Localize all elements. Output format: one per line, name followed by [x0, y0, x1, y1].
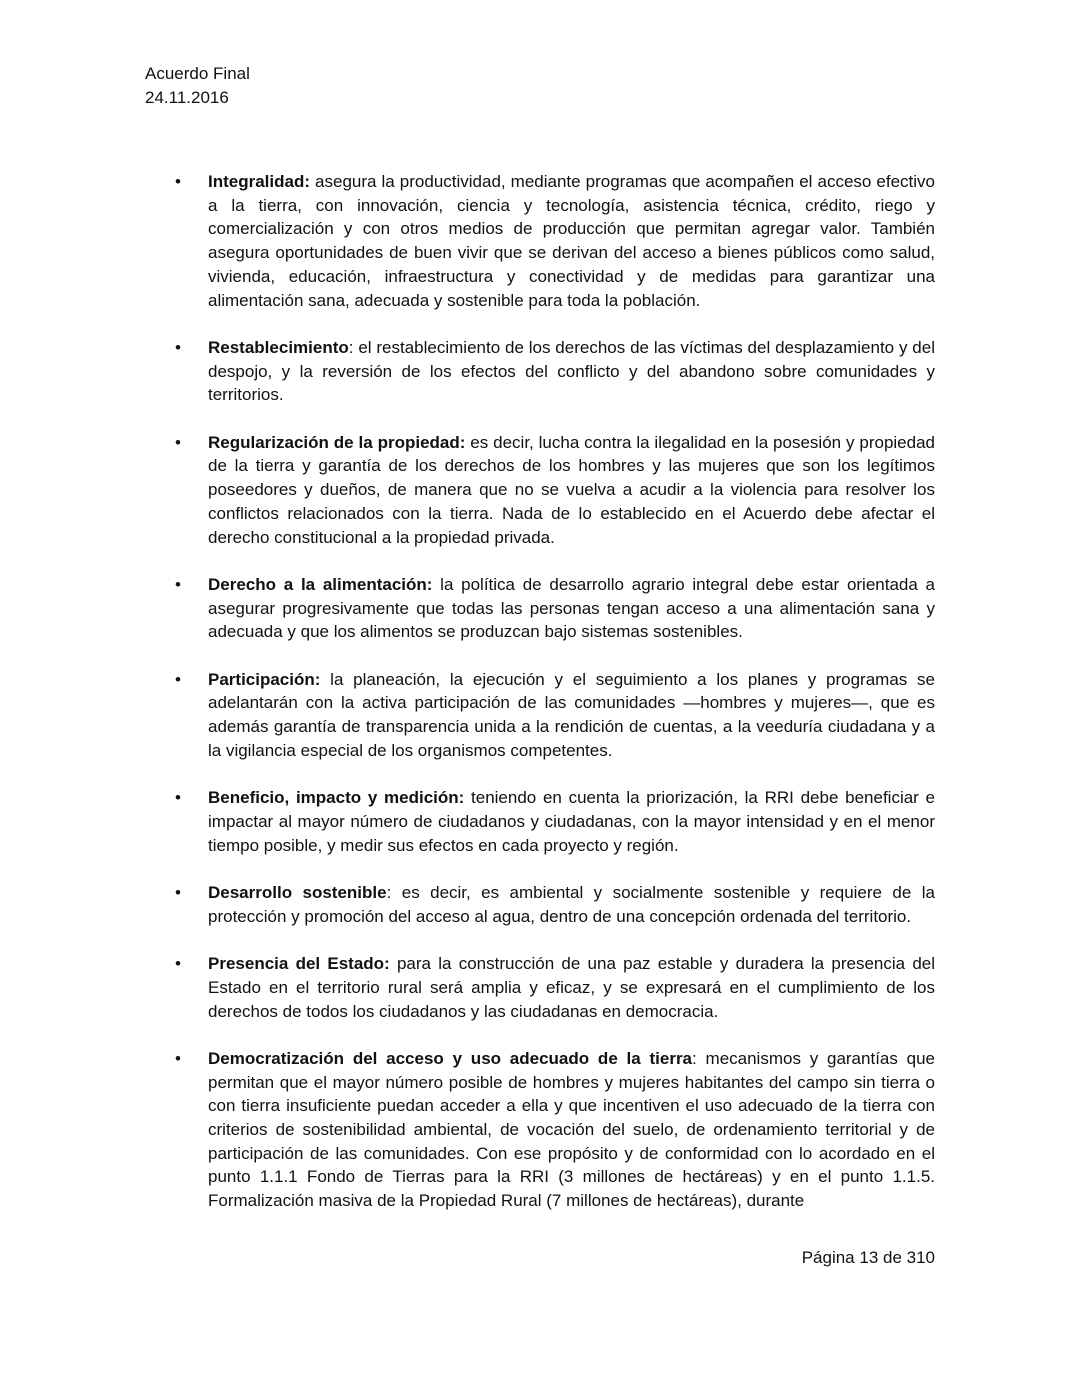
bullet-icon: • — [175, 432, 181, 452]
document-date: 24.11.2016 — [145, 88, 229, 107]
bullet-icon: • — [175, 669, 181, 689]
bullet-icon: • — [175, 1048, 181, 1068]
bullet-icon: • — [175, 574, 181, 594]
document-header — [145, 62, 250, 110]
list-item-democratizacion — [175, 1047, 935, 1213]
principle-text: : el restablecimiento de los derechos de las víctimas del desplazamiento y del despojo, y la reversión de los efectos del conflicto y del abandono sobre comunidades y territorios. — [208, 337, 935, 405]
principle-term: Restablecimiento — [208, 337, 349, 357]
principle-term: Integralidad: — [208, 172, 311, 191]
list-item-presencia-estado — [175, 952, 935, 1023]
principle-text: es decir, lucha contra la ilegalidad en la posesión y propiedad de la tierra y garantía de los derechos de los hombres y las mujeres que son los legítimos poseedores y dueños, de manera que no se vuelva a acudir a la violencia para resolver los conflictos relacionados con la tierra. Nada de lo establecido en el Acuerdo debe afectar el derecho constitucional a la propiedad privada. — [208, 432, 935, 547]
page-number: Página 13 de 310 — [801, 1248, 935, 1267]
principle-text: teniendo en cuenta la priorización, la RRI debe beneficiar e impactar al mayor número de ciudadanos y ciudadanas, con la mayor intensidad y en el menor tiempo posible, y medir sus efectos en cada proyecto y región. — [208, 788, 935, 855]
list-item-integralidad — [175, 170, 935, 312]
list-item-beneficio — [175, 786, 935, 857]
principle-text: : es decir, es ambiental y socialmente sostenible y requiere de la protección y promoción del acceso al agua, dentro de una concepción ordenada del territorio. — [208, 883, 935, 926]
bullet-icon: • — [175, 883, 181, 902]
principle-term: Democratización del acceso y uso adecuado de la tierra — [208, 1048, 693, 1068]
list-item-regularizacion — [175, 431, 935, 550]
principle-term: Derecho a la alimentación: — [208, 574, 433, 594]
bullet-icon: • — [175, 172, 181, 191]
document-title: Acuerdo Final — [145, 64, 250, 83]
list-item-participacion — [175, 668, 935, 763]
bullet-icon: • — [175, 337, 181, 357]
bullet-icon: • — [175, 788, 181, 808]
principle-term: Participación: — [208, 669, 321, 689]
principle-text: asegura la productividad, mediante programas que acompañen el acceso efectivo a la tierra, con innovación, ciencia y tecnología, asistencia técnica, crédito, riego y comercialización y con otros medios de producción que permitan agregar valor. También asegura oportunidades de buen vivir que se derivan del acceso a bienes públicos como salud, vivienda, educación, infraestructura y conectividad y de medidas para garantizar una alimentación sana, adecuada y sostenible para toda la población. — [208, 172, 935, 310]
principle-term: Desarrollo sostenible — [208, 883, 387, 902]
principle-text: la planeación, la ejecución y el seguimiento a los planes y programas se adelantarán con la activa participación de las comunidades —hombres y mujeres—, que es además garantía de transparencia unida a la rendición de cuentas, a la veeduría ciudadana y a la vigilancia especial de los organismos competentes. — [208, 669, 935, 760]
principle-term: Regularización de la propiedad: — [208, 432, 466, 452]
principles-list — [175, 170, 935, 1213]
bullet-icon: • — [175, 954, 181, 974]
principle-text: la política de desarrollo agrario integral debe estar orientada a asegurar progresivamente que todas las personas tengan acceso a una alimentación sana y adecuada y que los alimentos se produzcan bajo sistemas sostenibles. — [208, 574, 936, 642]
principle-text: para la construcción de una paz estable y duradera la presencia del Estado en el territorio rural será amplia y eficaz, y se expresará en el cumplimiento de los derechos de todos los ciudadanos y las ciudadanas en democracia. — [208, 954, 936, 1021]
list-item-restablecimiento — [175, 336, 935, 407]
list-item-alimentacion — [175, 573, 935, 644]
principle-text: : mecanismos y garantías que permitan que el mayor número posible de hombres y mujeres habitantes del campo sin tierra o con tierra insuficiente puedan acceder a ella y que incentiven el uso adecuado de la tierra con criterios de sostenibilidad ambiental, de vocación del suelo, de ordenamiento territorial y de participación de las comunidades. Con ese propósito y de conformidad con lo acordado en el punto 1.1.1 Fondo de Tierras para la RRI (3 millones de hectáreas) y en el punto 1.1.5. Formalización masiva de la Propiedad Rural (7 millones de hectáreas), durante — [208, 1048, 936, 1211]
principle-term: Presencia del Estado: — [208, 954, 390, 974]
list-item-desarrollo-sostenible — [175, 881, 935, 928]
principle-term: Beneficio, impacto y medición: — [208, 788, 465, 808]
